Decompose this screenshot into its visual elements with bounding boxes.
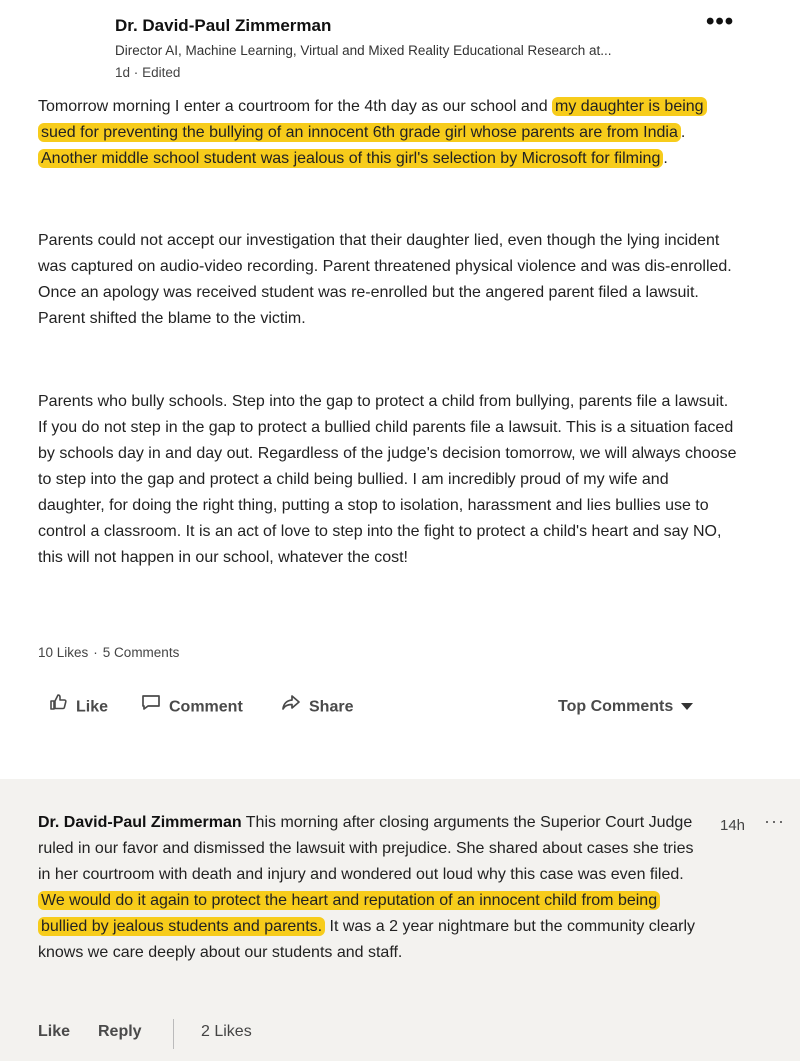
post-meta [115,65,180,80]
post-paragraph-2: Parents could not accept our investigation that their daughter lied, even though the lying incident was captured on audio-video recording. Parent threatened physical violence and was dis-enrolled. Once an apology was received student was re-enrolled but the angered parent filed a lawsuit. Parent shifted the blame to the victim. [38,232,732,327]
like-label: Like [76,698,109,716]
post-author-name[interactable]: Dr. David-Paul Zimmerman [115,16,332,35]
post-text-segment: . [680,124,686,141]
post-text-segment: Tomorrow morning I enter a courtroom for the 4th day as our school and [38,98,553,115]
comment-action-bar [38,1019,438,1049]
comment-text-segment: It was a 2 year nightmare but the community clearly knows we care deeply about our students and staff. [38,918,696,961]
top-comments-sort-dropdown[interactable] [558,692,693,722]
comment-item [0,797,800,1061]
sort-label: Top Comments [558,698,674,715]
comment-like-button[interactable]: Like [38,1023,71,1040]
post-paragraph-3: Parents who bully schools. Step into the gap to protect a child from bullying, parents file a lawsuit. If you do not step in the gap to protect a bullied child parents file a lawsuit. This is a situation faced by schools day in and day out. Regardless of the judge's decision tomorrow, we will always choose to step into the gap and protect a child being bullied. I am incredibly proud of my wife and daughter, for doing the right thing, putting a stop to isolation, harassment and lies bullies use to control a classroom. It is an act of love to step into the fight to protect a child's heart and say NO, this will not happen in our school, whatever the cost! [38,393,737,566]
post-text-segment: . [663,150,668,167]
comments-count[interactable]: 5 Comments [102,645,180,660]
comment-author-name[interactable]: Dr. David-Paul Zimmerman [38,814,242,831]
post-more-options-icon[interactable]: ••• [706,8,735,35]
highlighted-text: Another middle school student was jealous of this girl's selection by Microsoft for filming [38,149,663,168]
share-button[interactable] [281,692,353,722]
likes-count[interactable]: 10 Likes [38,645,89,660]
share-label: Share [309,698,354,716]
comment-button[interactable] [141,692,243,722]
like-button[interactable] [48,692,108,722]
comment-reply-button[interactable]: Reply [98,1023,142,1040]
share-arrow-icon [281,692,301,723]
chevron-down-icon [681,703,693,710]
post-author-headline: Director AI, Machine Learning, Virtual and Mixed Reality Educational Research at... [115,43,612,58]
comment-icon [141,692,161,723]
post-action-bar [38,692,738,722]
comment-body [38,810,698,966]
section-divider [0,779,800,797]
comment-time: 14h [720,817,746,834]
comment-text-segment: This morning after closing arguments the Superior Court Judge ruled in our favor and dismissed the lawsuit with prejudice. She shared about cases she tries in her courtroom with death and injury and wondered out loud why this case was even filed. [38,814,694,883]
comment-label: Comment [169,698,243,716]
thumbs-up-icon [48,692,68,723]
social-counts [38,645,179,660]
post-edited-label: Edited [142,65,181,80]
comment-likes-count[interactable]: 2 Likes [201,1023,252,1040]
post-paragraph-1 [38,94,738,172]
post-time: 1d [115,65,131,80]
highlighted-text: We would do it again to protect the heart and reputation of an innocent child from being bullied by jealous students and parents. [38,891,660,936]
comment-action-divider [173,1019,174,1049]
highlighted-text: my daughter is being sued for preventing the bullying of an innocent 6th grade girl whose parents are from India [38,97,707,142]
social-separator: · [93,645,98,660]
post-time-separator: · [133,65,139,80]
comment-more-options-icon[interactable]: ··· [764,811,785,831]
